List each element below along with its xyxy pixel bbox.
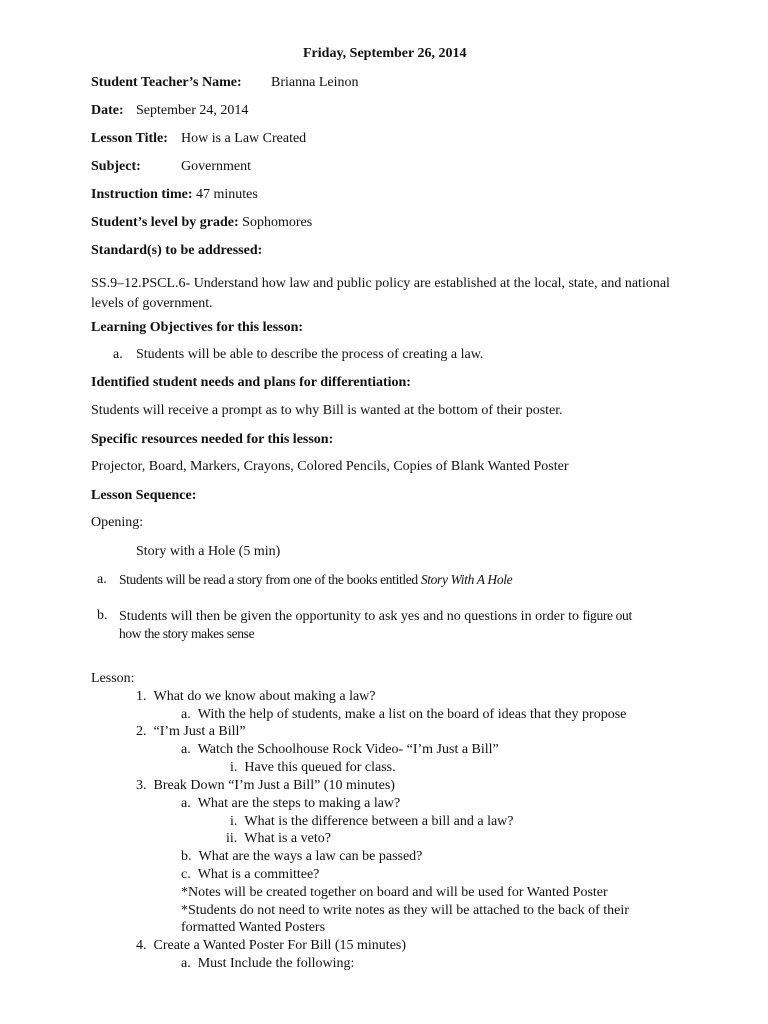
sequence-heading: Lesson Sequence: xyxy=(91,488,197,503)
lesson-item-3b: b. What are the ways a law can be passed? xyxy=(181,849,423,864)
grade-level-line xyxy=(91,215,312,231)
lesson-item-2a: a. Watch the Schoolhouse Rock Video- “I’m Just a Bill” xyxy=(181,742,499,757)
instruction-time-label: Instruction time: xyxy=(91,187,193,202)
needs-text: Students will receive a prompt as to why Bill is wanted at the bottom of their poster. xyxy=(91,403,563,418)
standards-text: SS.9–12.PSCL.6- Understand how law and public policy are established at the local, state, and national levels of government. xyxy=(91,276,670,311)
grade-level-value: Sophomores xyxy=(242,215,313,230)
opening-b-line1-start: Students will then be given the opportunity to ask yes and no questions in order to xyxy=(119,609,583,624)
resources-heading: Specific resources needed for this lesson: xyxy=(91,432,334,447)
lesson-label: Lesson: xyxy=(91,671,135,686)
needs-heading: Identified student needs and plans for differentiation: xyxy=(91,375,411,390)
lesson-item-1a: a. With the help of students, make a list on the board of ideas that they propose xyxy=(181,707,627,722)
resources-text: Projector, Board, Markers, Crayons, Colored Pencils, Copies of Blank Wanted Poster xyxy=(91,459,569,474)
lesson-item-3ai: i. What is the difference between a bill and a law? xyxy=(230,814,514,829)
grade-level-label: Student’s level by grade: xyxy=(91,215,239,230)
objective-marker: a. xyxy=(113,347,123,362)
standards-heading: Standard(s) to be addressed: xyxy=(91,243,263,258)
opening-b-line1-end: figure out xyxy=(582,608,632,623)
lesson-title-label: Lesson Title: xyxy=(91,131,168,146)
subject-value: Government xyxy=(181,159,251,174)
opening-a-book-title: Story With A Hole xyxy=(420,572,513,587)
teacher-name-label: Student Teacher’s Name: xyxy=(91,75,242,90)
lesson-item-3a: a. What are the steps to making a law? xyxy=(181,796,401,811)
lesson-item-2: 2. “I’m Just a Bill” xyxy=(136,724,246,739)
lesson-item-3: 3. Break Down “I’m Just a Bill” (10 minutes) xyxy=(136,778,395,793)
subject-label: Subject: xyxy=(91,159,141,174)
opening-b-line2: how the story makes sense xyxy=(119,626,255,641)
instruction-time-line xyxy=(91,187,258,203)
lesson-title-value: How is a Law Created xyxy=(181,131,307,146)
lesson-note-2a: *Students do not need to write notes as they will be attached to the back of their xyxy=(181,903,629,918)
opening-label: Opening: xyxy=(91,515,144,530)
opening-a-text xyxy=(119,572,512,588)
lesson-note-2b: formatted Wanted Posters xyxy=(181,920,326,935)
date-label: Date: xyxy=(91,103,124,118)
lesson-item-3c: c. What is a committee? xyxy=(181,867,320,882)
objective-item: Students will be able to describe the process of creating a law. xyxy=(136,347,484,362)
lesson-item-2ai: i. Have this queued for class. xyxy=(230,760,396,775)
page-date-heading: Friday, September 26, 2014 xyxy=(303,46,467,61)
opening-b-marker: b. xyxy=(97,608,108,623)
lesson-item-4: 4. Create a Wanted Poster For Bill (15 minutes) xyxy=(136,938,407,953)
lesson-note-1: *Notes will be created together on board and will be used for Wanted Poster xyxy=(181,885,608,900)
objectives-heading: Learning Objectives for this lesson: xyxy=(91,320,304,335)
opening-a-marker: a. xyxy=(97,572,107,587)
lesson-item-4a: a. Must Include the following: xyxy=(181,956,355,971)
opening-a-body: Students will be read a story from one of the books entitled xyxy=(119,572,421,587)
date-value: September 24, 2014 xyxy=(136,103,249,118)
instruction-time-value: 47 minutes xyxy=(196,187,258,202)
teacher-name-value: Brianna Leinon xyxy=(271,75,359,90)
lesson-item-3aii: ii. What is a veto? xyxy=(226,831,331,846)
opening-b-line1 xyxy=(119,608,632,625)
opening-activity: Story with a Hole (5 min) xyxy=(136,544,281,559)
lesson-item-1: 1. What do we know about making a law? xyxy=(136,689,376,704)
